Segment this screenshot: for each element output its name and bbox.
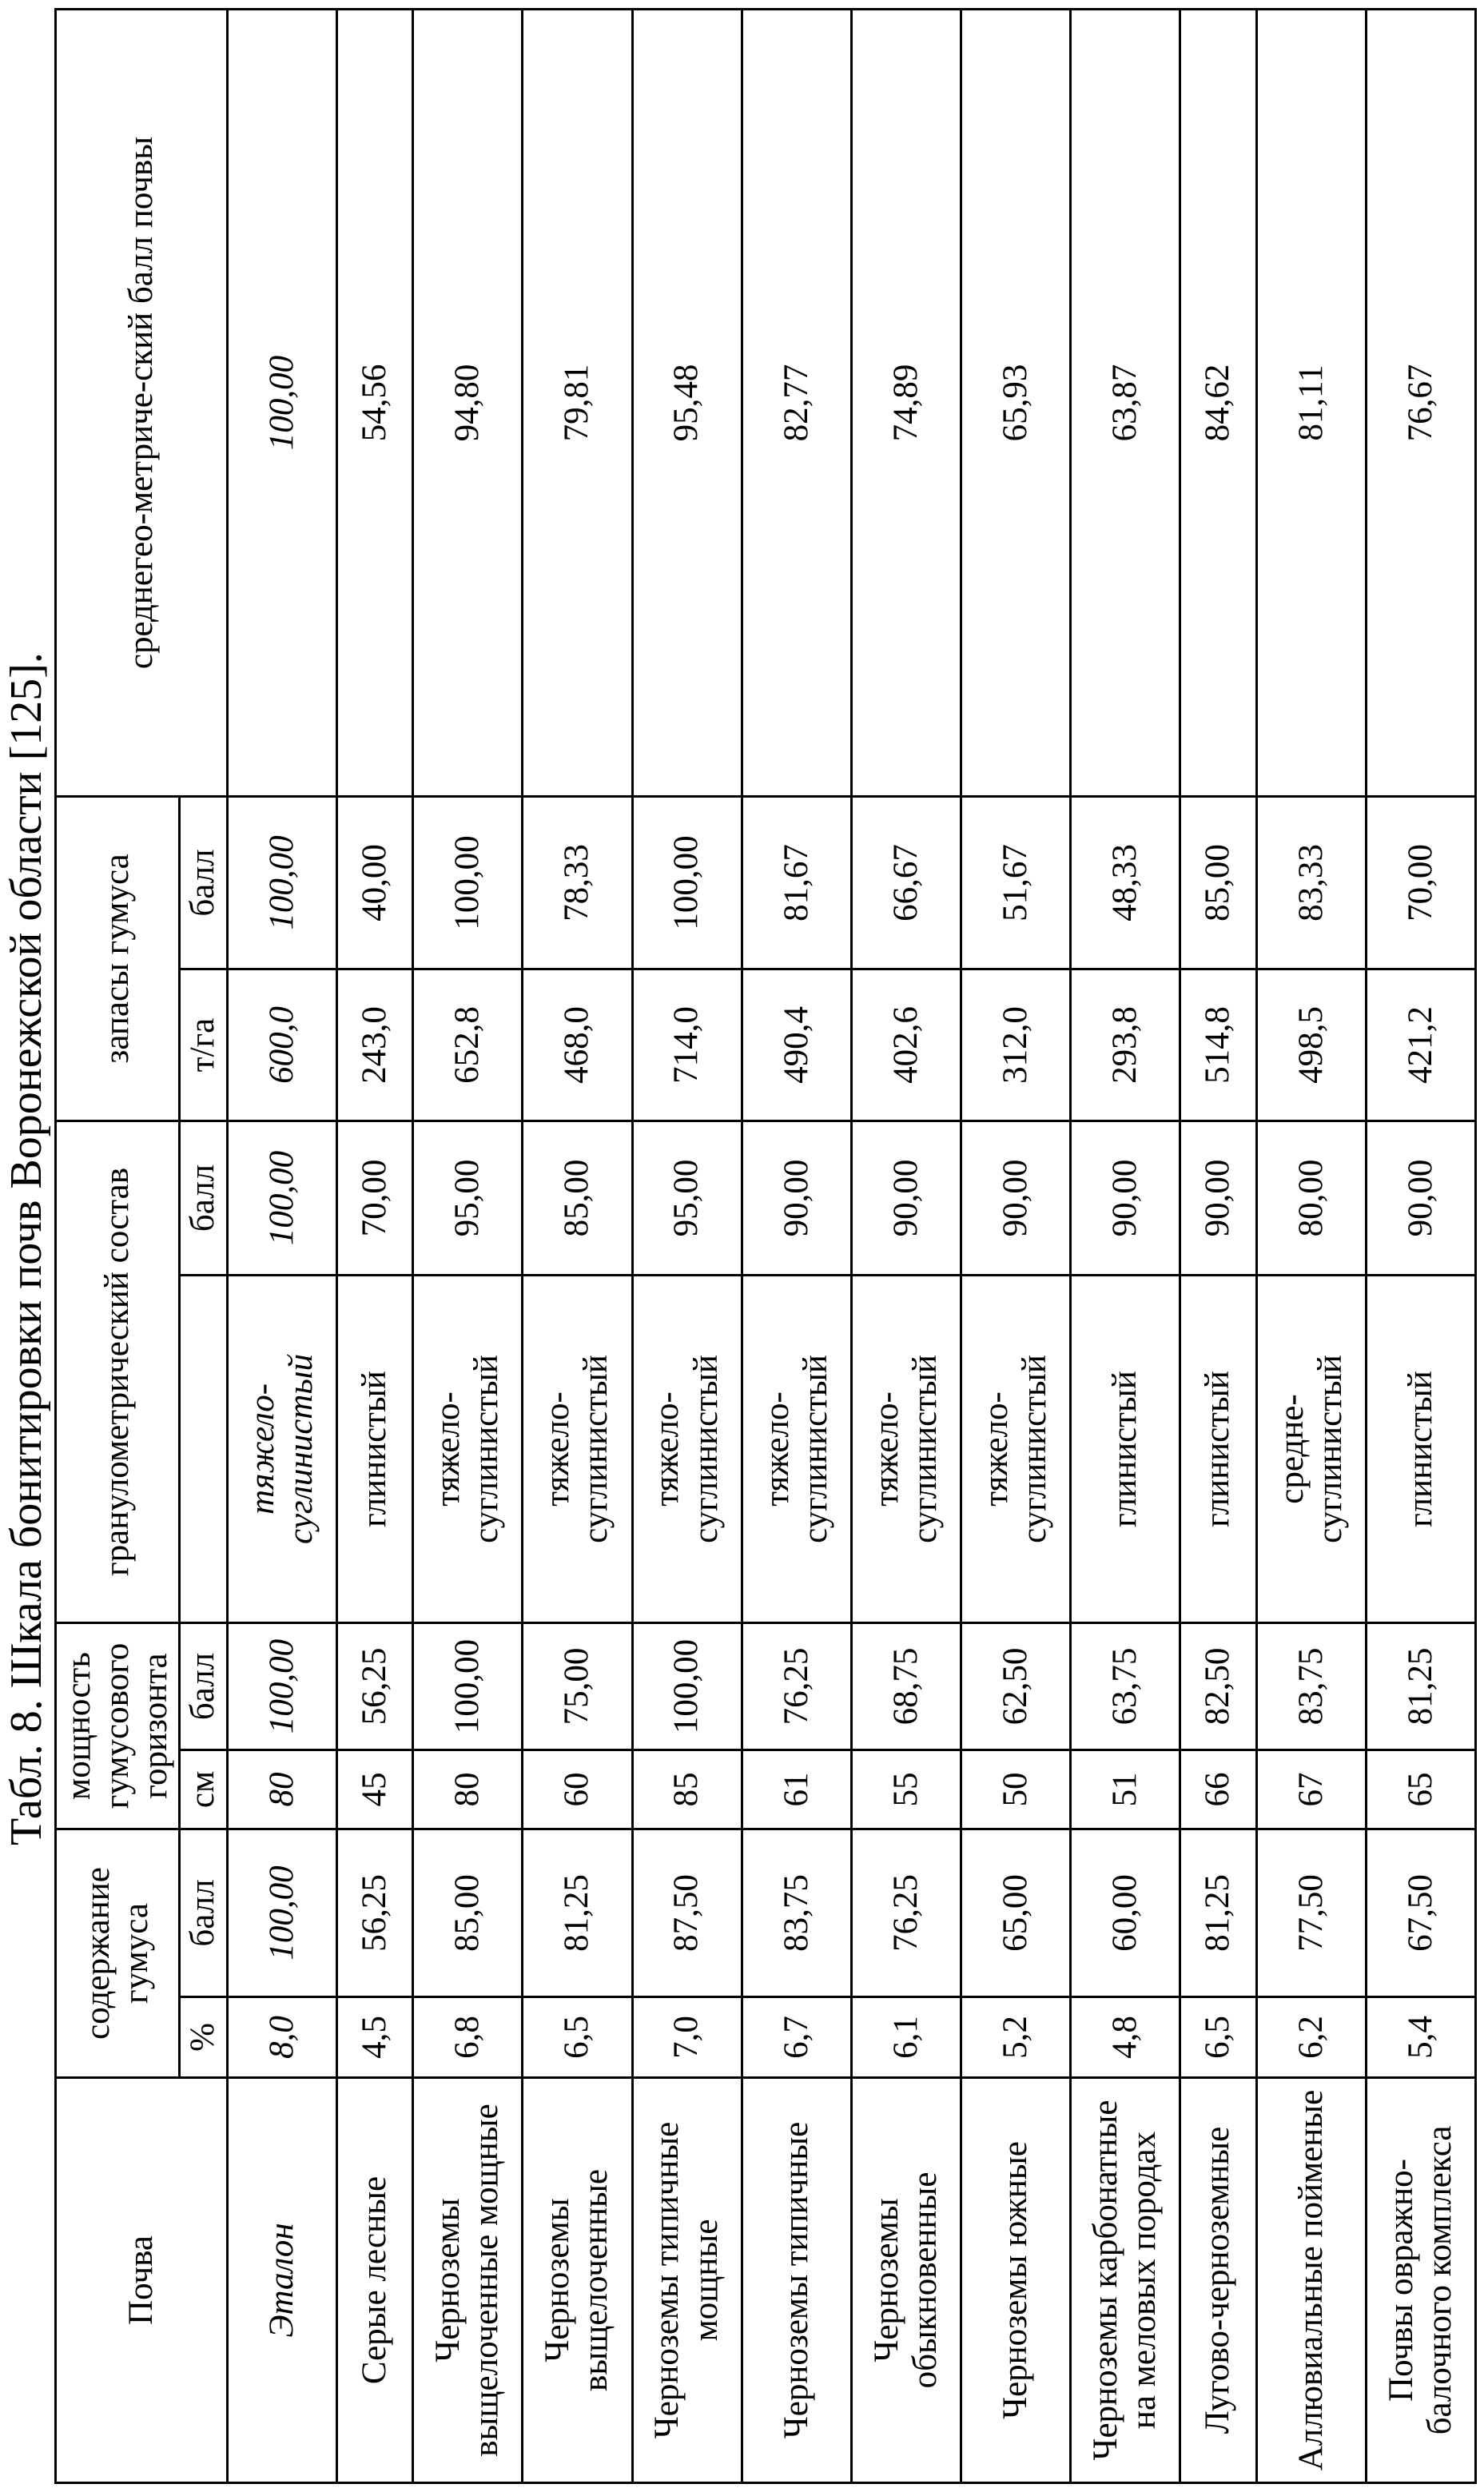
humus-score-cell: 85,00 [413,1829,523,1996]
humus-stock-score-cell: 100,00 [227,796,336,969]
soil-name-line: на меловых породах [1125,2131,1163,2430]
texture-score-cell: 90,00 [961,1121,1070,1275]
texture-line: тяжело- [758,1391,796,1507]
humus-stock-cell: 652,8 [413,969,523,1121]
soil-name-line: Черноземы типичные [648,2121,686,2439]
thickness-cm-cell: 67 [1256,1750,1366,1829]
subheader-score: балл [180,796,227,969]
table-row [336,9,413,2482]
humus-stock-score-cell: 85,00 [1180,796,1257,969]
humus-score-cell: 67,50 [1366,1829,1475,1996]
texture-score-cell: 70,00 [336,1121,413,1275]
soil-name [523,2078,632,2483]
soil-name-line: мощные [686,2219,725,2342]
soil-name [961,2078,1070,2483]
humus-stock-cell: 714,0 [632,969,742,1121]
thickness-cm-cell: 80 [227,1750,336,1829]
texture-line: суглинистый [577,1355,615,1543]
table-row [961,9,1070,2482]
humus-score-cell: 76,25 [851,1829,961,1996]
thickness-cm-cell: 55 [851,1750,961,1829]
texture-score-cell: 85,00 [523,1121,632,1275]
texture-line: средне- [1272,1394,1311,1504]
humus-percent-cell: 6,5 [523,1997,632,2078]
humus-stock-score-cell: 51,67 [961,796,1070,969]
thickness-score-cell: 82,50 [1180,1622,1257,1750]
subheader-t-ha: т/га [180,969,227,1121]
texture-line: глинистый [1199,1371,1237,1527]
humus-percent-cell: 4,8 [1070,1997,1180,2078]
thickness-score-cell: 100,00 [632,1622,742,1750]
humus-score-cell: 77,50 [1256,1829,1366,1996]
humus-score-cell: 60,00 [1070,1829,1180,1996]
geo-mean-score-cell: 95,48 [632,9,742,796]
header-soil: Почва [56,2078,228,2483]
thickness-score-cell: 83,75 [1256,1622,1366,1750]
geo-mean-score-cell: 81,11 [1256,9,1366,796]
texture-cell [851,1275,961,1622]
texture-line: тяжело- [429,1391,467,1507]
humus-score-cell: 81,25 [1180,1829,1257,1996]
thickness-cm-cell: 66 [1180,1750,1257,1829]
humus-percent-cell: 6,7 [742,1997,851,2078]
humus-percent-cell: 6,8 [413,1997,523,2078]
soil-name-line: Черноземы [429,2198,467,2363]
humus-stock-cell: 468,0 [523,969,632,1121]
soil-name-line: Лугово-черноземные [1199,2126,1237,2434]
thickness-cm-cell: 50 [961,1750,1070,1829]
soil-name-line: Черноземы карбонатные [1086,2100,1124,2461]
soil-name [1180,2078,1257,2483]
texture-line: тяжело- [648,1391,686,1507]
humus-stock-score-cell: 70,00 [1366,796,1475,969]
table-caption: Табл. 8. Шкала бонитировки почв Воронежской области [125]. [2,652,51,1845]
thickness-score-cell: 63,75 [1070,1622,1180,1750]
geo-mean-score-cell: 74,89 [851,9,961,796]
header-humus-content: содержание гумуса [56,1829,180,2077]
thickness-cm-cell: 45 [336,1750,413,1829]
humus-stock-score-cell: 83,33 [1256,796,1366,969]
table-row [1180,9,1257,2482]
soil-name-line: Серые лесные [355,2176,393,2385]
subheader-texture [180,1275,227,1622]
thickness-score-cell: 81,25 [1366,1622,1475,1750]
table-row [523,9,632,2482]
header-granulometric: гранулометрический состав [56,1121,180,1622]
table-row [1070,9,1180,2482]
texture-score-cell: 90,00 [1070,1121,1180,1275]
texture-score-cell: 80,00 [1256,1121,1366,1275]
humus-stock-cell: 490,4 [742,969,851,1121]
humus-stock-cell: 312,0 [961,969,1070,1121]
soil-name [413,2078,523,2483]
humus-percent-cell: 6,2 [1256,1997,1366,2078]
soil-name-line: балочного комплекса [1420,2125,1458,2435]
table-row [413,9,523,2482]
soil-name-line: выщелоченные [577,2169,615,2391]
texture-score-cell: 90,00 [1180,1121,1257,1275]
humus-percent-cell: 6,5 [1180,1997,1257,2078]
thickness-score-cell: 56,25 [336,1622,413,1750]
humus-stock-score-cell: 100,00 [413,796,523,969]
table-row [1256,9,1366,2482]
texture-cell [632,1275,742,1622]
humus-percent-cell: 5,4 [1366,1997,1475,2078]
thickness-score-cell: 68,75 [851,1622,961,1750]
table-row [742,9,851,2482]
humus-stock-score-cell: 66,67 [851,796,961,969]
soil-name [227,2078,336,2483]
texture-cell [1180,1275,1257,1622]
soil-name [336,2078,413,2483]
texture-cell [523,1275,632,1622]
texture-line: тяжело- [243,1383,281,1515]
thickness-cm-cell: 61 [742,1750,851,1829]
header-humus-stock: запасы гумуса [56,796,180,1121]
table-row-etalon [227,9,336,2482]
geo-mean-score-cell: 65,93 [961,9,1070,796]
thickness-cm-cell: 51 [1070,1750,1180,1829]
geo-mean-score-cell: 84,62 [1180,9,1257,796]
subheader-score: балл [180,1622,227,1750]
humus-stock-cell: 514,8 [1180,969,1257,1121]
texture-line: тяжело- [977,1391,1015,1507]
texture-line: суглинистый [467,1355,506,1543]
texture-score-cell: 90,00 [742,1121,851,1275]
texture-cell [1070,1275,1180,1622]
texture-line: глинистый [1401,1371,1439,1527]
geo-mean-score-cell: 82,77 [742,9,851,796]
texture-line: суглинистый [281,1354,320,1544]
thickness-cm-cell: 65 [1366,1750,1475,1829]
soil-name [1070,2078,1180,2483]
soil-name [1366,2078,1475,2483]
geo-mean-score-cell: 63,87 [1070,9,1180,796]
texture-cell [227,1275,336,1622]
header-row-1 [56,9,180,2482]
texture-score-cell: 90,00 [1366,1121,1475,1275]
geo-mean-score-cell: 94,80 [413,9,523,796]
bonitet-table [54,8,1477,2484]
humus-score-cell: 65,00 [961,1829,1070,1996]
humus-stock-cell: 600,0 [227,969,336,1121]
soil-name-line: выщелоченные мощные [467,2104,506,2457]
humus-score-cell: 100,00 [227,1829,336,1996]
thickness-score-cell: 76,25 [742,1622,851,1750]
texture-line: суглинистый [1015,1355,1053,1543]
table-row [632,9,742,2482]
thickness-cm-cell: 85 [632,1750,742,1829]
soil-name-line: Черноземы южные [996,2141,1034,2419]
texture-score-cell: 95,00 [632,1121,742,1275]
geo-mean-score-cell: 76,67 [1366,9,1475,796]
humus-percent-cell: 6,1 [851,1997,961,2078]
geo-mean-score-cell: 100,00 [227,9,336,796]
humus-stock-score-cell: 100,00 [632,796,742,969]
soil-name-line: Черноземы типичные [777,2121,815,2439]
humus-percent-cell: 7,0 [632,1997,742,2078]
humus-percent-cell: 8,0 [227,1997,336,2078]
thickness-score-cell: 100,00 [413,1622,523,1750]
humus-stock-score-cell: 81,67 [742,796,851,969]
soil-name [742,2078,851,2483]
humus-stock-score-cell: 48,33 [1070,796,1180,969]
texture-cell [1256,1275,1366,1622]
thickness-score-cell: 75,00 [523,1622,632,1750]
thickness-score-cell: 62,50 [961,1622,1070,1750]
soil-name-line: Черноземы обыкновенные [867,2172,944,2389]
texture-cell [413,1275,523,1622]
humus-percent-cell: 4,5 [336,1997,413,2078]
humus-stock-cell: 498,5 [1256,969,1366,1121]
humus-score-cell: 56,25 [336,1829,413,1996]
subheader-score: балл [180,1121,227,1275]
subheader-cm: см [180,1750,227,1829]
texture-cell [336,1275,413,1622]
soil-name-line: Аллювиальные пойменые [1291,2089,1330,2471]
soil-name-line: Черноземы [539,2198,577,2363]
geo-mean-score-cell: 54,56 [336,9,413,796]
texture-line: глинистый [355,1371,393,1527]
thickness-score-cell: 100,00 [227,1622,336,1750]
texture-score-cell: 100,00 [227,1121,336,1275]
texture-cell [961,1275,1070,1622]
geo-mean-score-cell: 79,81 [523,9,632,796]
subheader-score: балл [180,1829,227,1996]
thickness-cm-cell: 60 [523,1750,632,1829]
header-horizon-thickness: мощность гумусового горизонта [56,1622,180,1829]
humus-stock-score-cell: 78,33 [523,796,632,969]
table-row [851,9,961,2482]
table-row [1366,9,1475,2482]
soil-name-line: Почвы овражно- [1382,2159,1420,2402]
texture-score-cell: 95,00 [413,1121,523,1275]
humus-score-cell: 83,75 [742,1829,851,1996]
humus-score-cell: 87,50 [632,1829,742,1996]
texture-line: суглинистый [905,1355,944,1543]
humus-score-cell: 81,25 [523,1829,632,1996]
texture-line: суглинистый [1311,1355,1349,1543]
humus-stock-cell: 402,6 [851,969,961,1121]
subheader-percent: % [180,1997,227,2078]
texture-line: тяжело- [867,1391,905,1507]
texture-score-cell: 90,00 [851,1121,961,1275]
texture-line: суглинистый [686,1355,725,1543]
humus-stock-cell: 421,2 [1366,969,1475,1121]
texture-line: глинистый [1105,1371,1144,1527]
humus-stock-cell: 243,0 [336,969,413,1121]
header-geo-mean: среднегео-метриче-ский балл почвы [56,9,228,796]
thickness-cm-cell: 80 [413,1750,523,1829]
texture-cell [742,1275,851,1622]
soil-name-line: Эталон [262,2223,300,2338]
texture-line: тяжело- [539,1391,577,1507]
humus-stock-score-cell: 40,00 [336,796,413,969]
humus-stock-cell: 293,8 [1070,969,1180,1121]
texture-line: суглинистый [796,1355,834,1543]
soil-name [851,2078,961,2483]
soil-name [632,2078,742,2483]
soil-name [1256,2078,1366,2483]
humus-percent-cell: 5,2 [961,1997,1070,2078]
texture-cell [1366,1275,1475,1622]
